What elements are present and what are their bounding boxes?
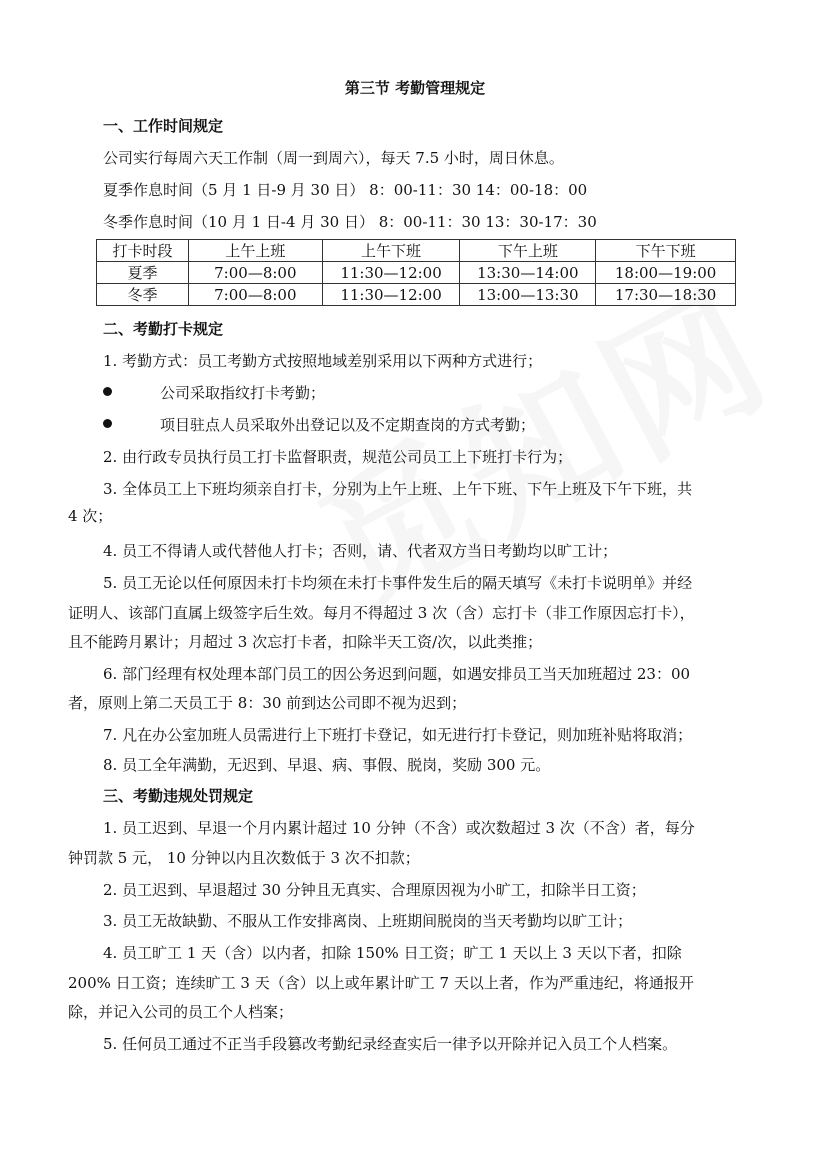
text-line: 6. 部门经理有权处理本部门员工的因公务迟到问题，如遇安排员工当天加班超过 23：00	[103, 665, 691, 683]
table-header-cell: 上午下班	[322, 240, 460, 262]
table-header-cell: 打卡时段	[97, 240, 189, 262]
table-cell: 17:30—18:30	[596, 284, 736, 306]
bullet-icon	[103, 419, 112, 428]
table-header-row	[97, 240, 736, 262]
text-line: 钟罚款 5 元， 10 分钟以内且次数低于 3 次不扣款；	[68, 849, 420, 867]
text-line: 除，并记入公司的员工个人档案；	[68, 1003, 294, 1021]
text-line: 且不能跨月累计；月超过 3 次忘打卡者，扣除半天工资/次，以此类推；	[68, 633, 543, 651]
text-line: 夏季作息时间（5 月 1 日-9 月 30 日） 8：00-11：30 14：00-18：00	[103, 181, 588, 199]
table-row	[97, 284, 736, 306]
text-line: 4 次；	[68, 507, 113, 525]
table-cell: 7:00—8:00	[188, 284, 322, 306]
text-line: 者，原则上第二天员工于 8：30 前到达公司即不视为迟到；	[68, 694, 467, 712]
table-cell: 11:30—12:00	[322, 262, 460, 284]
table-row	[97, 262, 736, 284]
text-line: 2. 由行政专员执行员工打卡监督职责，规范公司员工上下班打卡行为；	[103, 448, 573, 466]
text-line: 1. 员工迟到、早退一个月内累计超过 10 分钟（不含）或次数超过 3 次（不含）者，每分	[103, 819, 695, 837]
table-header-cell: 上午上班	[188, 240, 322, 262]
text-line: 证明人、该部门直属上级签字后生效。每月不得超过 3 次（含）忘打卡（非工作原因忘打卡），	[68, 604, 695, 622]
text-line: 冬季作息时间（10 月 1 日-4 月 30 日） 8：00-11：30 13：30-17：30	[103, 213, 597, 231]
text-line: 2. 员工迟到、早退超过 30 分钟且无真实、合理原因视为小旷工，扣除半日工资；	[103, 881, 646, 899]
table-cell: 夏季	[97, 262, 189, 284]
text-line: 1. 考勤方式：员工考勤方式按照地域差别采用以下两种方式进行；	[103, 352, 543, 370]
table-header-cell: 下午下班	[596, 240, 736, 262]
text-line: 5. 员工无论以任何原因未打卡均须在未打卡事件发生后的隔天填写《未打卡说明单》并经	[103, 574, 693, 592]
bullet-item: 项目驻点人员采取外出登记以及不定期查岗的方式考勤；	[160, 416, 536, 434]
table-cell: 冬季	[97, 284, 189, 306]
section-heading-work-hours: 一、工作时间规定	[103, 117, 224, 135]
table-cell: 13:00—13:30	[460, 284, 596, 306]
text-line: 200% 日工资；连续旷工 3 天（含）以上或年累计旷工 7 天以上者，作为严重违纪，将通报开	[68, 974, 694, 992]
table-cell: 11:30—12:00	[322, 284, 460, 306]
text-line: 公司实行每周六天工作制（周一到周六），每天 7.5 小时，周日休息。	[103, 149, 564, 167]
text-line: 3. 员工无故缺勤、不服从工作安排离岗、上班期间脱岗的当天考勤均以旷工计；	[103, 912, 633, 930]
text-line: 7. 凡在办公室加班人员需进行上下班打卡登记，如无进行打卡登记，则加班补贴将取消；	[103, 726, 693, 744]
bullet-icon	[103, 387, 112, 396]
text-line: 5. 任何员工通过不正当手段篡改考勤纪录经查实后一律予以开除并记入员工个人档案。	[103, 1035, 678, 1053]
section-heading-penalties: 三、考勤违规处罚规定	[103, 787, 254, 805]
bullet-item: 公司采取指纹打卡考勤；	[160, 384, 326, 402]
text-line: 3. 全体员工上下班均须亲自打卡，分别为上午上班、上午下班、下午上班及下午下班，共	[103, 480, 693, 498]
table-cell: 7:00—8:00	[188, 262, 322, 284]
table-cell: 18:00—19:00	[596, 262, 736, 284]
table-cell: 13:30—14:00	[460, 262, 596, 284]
section-heading-clock-in: 二、考勤打卡规定	[103, 320, 224, 338]
text-line: 4. 员工不得请人或代替他人打卡；否则，请、代者双方当日考勤均以旷工计；	[103, 542, 618, 560]
page-title: 第三节 考勤管理规定	[344, 79, 486, 97]
text-line: 8. 员工全年满勤，无迟到、早退、病、事假、脱岗，奖励 300 元。	[103, 756, 551, 774]
table-header-cell: 下午上班	[460, 240, 596, 262]
text-line: 4. 员工旷工 1 天（含）以内者，扣除 150% 日工资；旷工 1 天以上 3 天以下者，扣除	[103, 944, 682, 962]
attendance-time-table	[96, 239, 736, 306]
